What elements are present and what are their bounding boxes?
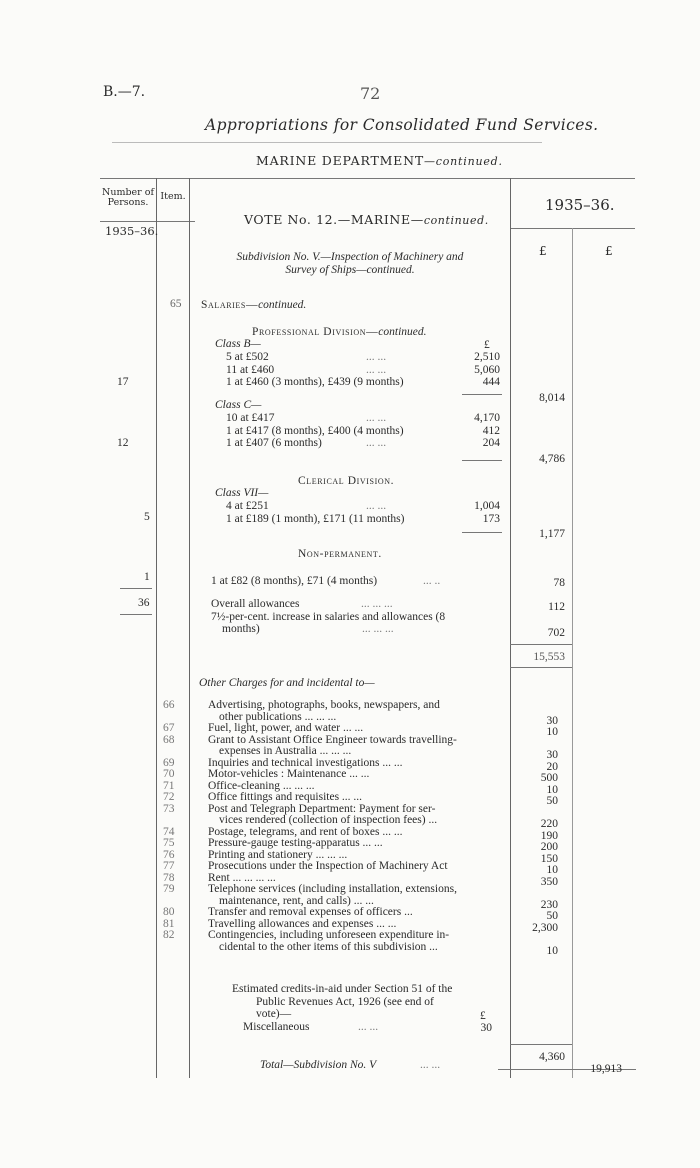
pound-symbol: £ <box>480 1010 486 1022</box>
year-column-header: 1935–36. <box>545 196 615 214</box>
vote-title: VOTE No. 12.—MARINE— <box>244 212 424 227</box>
charge-description: other publications ... ... ... <box>219 710 337 723</box>
charge-amount: 30 <box>546 749 558 761</box>
persons-total: 36 <box>138 597 150 609</box>
charge-description: Travelling allowances and expenses ... ... <box>208 917 397 930</box>
credits-line: Estimated credits-in-aid under Section 51 of the <box>232 983 453 995</box>
charge-description: Advertising, photographs, books, newspapers, and <box>208 699 440 711</box>
clerical-heading: Clerical Division. <box>298 475 395 487</box>
class-c-amount: 412 <box>482 425 500 437</box>
subtotal-rule <box>462 460 502 461</box>
item-number: 71 <box>163 779 175 792</box>
charge-amount: 20 <box>546 760 558 773</box>
subdivision-line: Subdivision No. V.—Inspection of Machinery and <box>236 251 464 263</box>
pound-symbol: £ <box>605 244 613 258</box>
charge-amount: 230 <box>540 898 558 911</box>
charge-description: Office fittings and requisites ... ... <box>208 791 363 803</box>
charge-amount: 190 <box>540 829 558 842</box>
non-permanent-row: 1 at £82 (8 months), £71 (4 months) ... .. <box>211 575 441 587</box>
miscellaneous-amount: 30 <box>480 1022 492 1034</box>
charge-description: vices rendered (collection of inspection fees) ... <box>219 814 438 826</box>
item-number: 73 <box>163 802 175 815</box>
item-number: 74 <box>163 825 175 838</box>
persons-count: 17 <box>117 376 129 388</box>
class-b-total: 8,014 <box>539 392 565 404</box>
professional-heading <box>252 326 427 339</box>
salaries-label: Salaries— <box>201 299 259 311</box>
item-number: 80 <box>163 906 175 918</box>
charge-amount: 30 <box>546 714 558 727</box>
department-suffix: —continued. <box>423 155 503 168</box>
item-number: 81 <box>163 917 175 930</box>
item-text-divider <box>189 178 190 1078</box>
item-number: 75 <box>163 837 175 849</box>
clerical-amount: 1,004 <box>474 500 500 512</box>
vote-heading <box>244 212 489 227</box>
charge-description: Fuel, light, power, and water ... ... <box>208 722 364 734</box>
class-b-amount: 2,510 <box>474 351 500 363</box>
charge-amount: 220 <box>540 818 558 830</box>
charge-description: expenses in Australia ... ... ... <box>219 745 352 757</box>
charge-description: Inquiries and technical investigations ... ... <box>208 756 403 769</box>
persons-rule <box>120 588 152 589</box>
title-rule <box>112 142 542 143</box>
department-heading <box>256 153 503 168</box>
class-b-label: Class B— <box>215 338 261 350</box>
charge-description: Printing and stationery ... ... ... <box>208 848 348 861</box>
salaries-total: 15,553 <box>533 651 565 663</box>
charge-description: Transfer and removal expenses of officers ... <box>208 906 413 918</box>
class-b-amount: 444 <box>482 376 500 388</box>
item-number: 66 <box>163 699 175 711</box>
other-charges-heading: Other Charges for and incidental to— <box>199 677 375 689</box>
charge-description: Telephone services (including installation, extensions, <box>208 883 457 895</box>
subdivision-heading <box>200 251 500 277</box>
item-number: 77 <box>163 860 175 872</box>
charge-description: Office-cleaning ... ... ... <box>208 779 315 792</box>
charge-description: maintenance, rent, and calls) ... ... <box>219 894 374 907</box>
miscellaneous-row: Miscellaneous ... ... <box>243 1021 379 1033</box>
charge-description: Contingencies, including unforeseen expenditure in- <box>208 929 450 941</box>
class-b-row: 11 at £460 ... ... <box>226 364 387 376</box>
salaries-suffix: continued. <box>258 299 307 311</box>
item-number: 72 <box>163 791 175 803</box>
persons-count: 12 <box>117 437 129 449</box>
total-rule <box>510 1044 572 1045</box>
persons-year-label: 1935–36. <box>105 224 159 238</box>
charge-description: Postage, telegrams, and rent of boxes ... ... <box>208 825 403 838</box>
charge-description: Pressure-gauge testing-apparatus ... ... <box>208 837 383 849</box>
charge-amount: 200 <box>540 841 558 853</box>
persons-rule <box>120 614 152 615</box>
charge-description: Rent ... ... ... ... <box>208 871 276 884</box>
class-vii-label: Class VII— <box>215 487 269 499</box>
item-number: 70 <box>163 768 175 780</box>
charge-description: Motor-vehicles : Maintenance ... ... <box>208 768 370 780</box>
increase-line: months) ... ... ... <box>222 623 394 635</box>
grand-total: 19,913 <box>590 1063 622 1075</box>
charge-amount: 350 <box>540 875 558 888</box>
overall-allowances-amount: 112 <box>548 601 565 613</box>
increase-amount: 702 <box>547 627 565 639</box>
salaries-heading <box>201 299 306 312</box>
total-rule <box>510 644 572 645</box>
clerical-amount: 173 <box>482 513 500 525</box>
subdivision-total-label: Total—Subdivision No. V ... ... <box>260 1059 441 1071</box>
item-number: 69 <box>163 756 175 769</box>
other-charges-total: 4,360 <box>539 1051 565 1063</box>
class-b-row: 5 at £502 ... ... <box>226 351 387 363</box>
item-number: 76 <box>163 848 175 861</box>
charge-amount: 10 <box>546 864 558 876</box>
increase-line: 7½-per-cent. increase in salaries and allowances (8 <box>211 611 446 623</box>
class-b-row: 1 at £460 (3 months), £439 (9 months) <box>226 376 404 388</box>
persons-item-divider <box>156 178 157 1078</box>
credits-line: vote)— <box>256 1008 292 1020</box>
class-c-row: 1 at £417 (8 months), £400 (4 months) <box>226 425 404 437</box>
page-title: Appropriations for Consolidated Fund Services. <box>205 116 599 134</box>
text-amount-divider <box>510 178 511 1078</box>
item-number: 82 <box>163 929 175 941</box>
persons-head-rule <box>100 221 195 222</box>
class-c-amount: 204 <box>482 437 500 449</box>
table-top-rule <box>100 178 635 179</box>
class-c-row: 1 at £407 (6 months) ... ... <box>226 437 387 449</box>
class-c-row: 10 at £417 ... ... <box>226 412 387 424</box>
clerical-row: 1 at £189 (1 month), £171 (11 months) <box>226 513 405 525</box>
pound-symbol: £ <box>484 339 490 351</box>
charge-amount: 2,300 <box>532 921 558 934</box>
item-number: 79 <box>163 883 175 895</box>
subtotal-rule <box>462 394 502 395</box>
item-number: 65 <box>170 298 182 310</box>
amount-columns-divider <box>572 228 573 1078</box>
department-name: MARINE DEPARTMENT <box>256 153 424 168</box>
class-c-total: 4,786 <box>539 453 565 465</box>
non-permanent-amount: 78 <box>553 577 565 589</box>
professional-label: Professional Division— <box>252 326 379 338</box>
vote-title-suffix: continued. <box>423 214 489 227</box>
item-number: 78 <box>163 871 175 884</box>
charge-amount: 10 <box>546 783 558 796</box>
charge-description: Post and Telegraph Department: Payment for ser- <box>208 802 436 815</box>
charge-description: cidental to the other items of this subdivision ... <box>219 940 438 953</box>
clerical-row: 4 at £251 ... ... <box>226 500 387 512</box>
class-c-label: Class C— <box>215 399 262 411</box>
charge-amount: 50 <box>546 910 558 922</box>
item-column-header: Item. <box>160 191 186 202</box>
charge-description: Prosecutions under the Inspection of Machinery Act <box>208 860 448 872</box>
charge-amount: 10 <box>546 944 558 957</box>
subdivision-line: Survey of Ships—continued. <box>285 264 415 276</box>
charge-description: Grant to Assistant Office Engineer towards travelling- <box>208 733 457 746</box>
professional-suffix: continued. <box>378 326 427 338</box>
credits-line: Public Revenues Act, 1926 (see end of <box>256 996 434 1008</box>
page-number: 72 <box>360 84 381 103</box>
persons-column-header: Number of Persons. <box>102 187 154 208</box>
charge-amount: 500 <box>540 772 558 784</box>
item-number: 67 <box>163 722 175 734</box>
pound-symbol: £ <box>539 244 547 258</box>
persons-count: 1 <box>144 571 150 583</box>
total-rule <box>510 667 572 668</box>
overall-allowances-row: Overall allowances ... ... ... <box>211 598 393 610</box>
document-reference: B.—7. <box>103 84 146 100</box>
non-permanent-heading: Non-permanent. <box>298 548 382 560</box>
subtotal-rule <box>462 532 502 533</box>
charge-amount: 50 <box>546 795 558 807</box>
clerical-total: 1,177 <box>539 528 565 540</box>
charge-amount: 150 <box>540 852 558 865</box>
charge-amount: 10 <box>546 726 558 738</box>
item-number: 68 <box>163 733 175 746</box>
class-c-amount: 4,170 <box>474 412 500 424</box>
persons-count: 5 <box>144 511 150 523</box>
class-b-amount: 5,060 <box>474 364 500 376</box>
